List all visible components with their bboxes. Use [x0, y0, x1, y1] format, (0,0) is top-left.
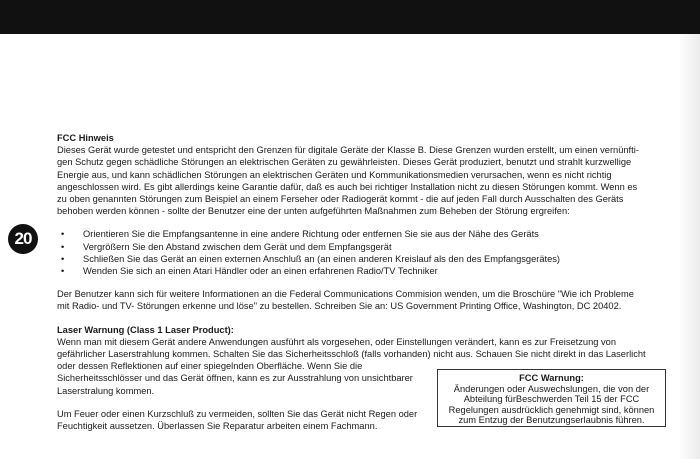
fcc-notice-paragraph — [57, 144, 669, 217]
text-line: Der Benutzer kann sich für weitere Informationen an die Federal Communications Commision wenden, um die Broschüre "Wie ich Probleme — [57, 289, 634, 300]
text-line: angeschlossen wird. Es gibt allerdings keine Garantie dafür, daß es auch bei richtiger Installation nicht zu diesen Störungen kommt. Wenn es — [57, 181, 638, 192]
fcc-warning-title: FCC Warnung: — [519, 373, 584, 383]
text-line: gen Schutz gegen schädliche Störungen an elektrischen Geräten zu gewährleisten. Dieses Gerät produziert, benutzt und strahlt kurzwellige — [57, 157, 632, 168]
text-line: Um Feuer oder einen Kurzschluß zu vermeiden, sollten Sie das Gerät nicht Regen oder — [57, 408, 418, 419]
text-line: Wenn man mit diesem Gerät andere Anwendungen ausführt als vorgesehen, oder Einstellungen verändert, kann es zur Freisetzung von — [57, 336, 617, 347]
text-line: gefährlicher Laserstrahlung kommen. Schalten Sie das Sicherheitsschloß (falls vorhanden) nicht aus. Schauen Sie nicht direkt in das Laserlicht — [57, 349, 646, 360]
list-item: • Orientieren Sie die Empfangsantenne in eine andere Richtung oder entfernen Sie sie aus der Nähe des Geräts — [61, 229, 539, 240]
list-item: • Wenden Sie sich an einen Atari Händler oder an einen erfahrenen Radio/TV Techniker — [61, 266, 438, 277]
page-edge-shadow — [678, 34, 700, 459]
bullet-icon: • — [61, 266, 65, 277]
laser-warning-heading: Laser Warnung (Class 1 Laser Product): — [57, 324, 234, 335]
text-line: Abteilung fürBeschwerden Teil 15 der FCC — [463, 394, 640, 405]
text-line: zu oben genannten Störungen zum Beispiel an einem Ferseher oder Radiogerät kommt - die auf jeden Fall durch Ausschalten des Geräts — [57, 194, 624, 205]
page-number-badge: 20 — [8, 224, 38, 254]
text-line: mit Radio- und TV- Störungen erkenne und löse" zu bestellen. Schreiben Sie an: US Government Printing Office, Washington, DC 20402. — [57, 301, 622, 312]
text-line: Energie aus, und kann schädlichen Störungen an elektrischen Geräten und Kommunikationsmedien verursachen, wenn es nicht richtig — [57, 169, 612, 180]
bullet-icon: • — [61, 241, 65, 252]
fcc-warning-box — [437, 369, 666, 427]
fcc-notice-heading: FCC Hinweis — [57, 133, 114, 143]
text-line: Regelungen ausdrücklich genehmigt sind, können — [448, 404, 655, 415]
list-item: • Schließen Sie das Gerät an einen externen Anschluß an (an einen anderen Kreislauf als den des Empfangsgerätes) — [61, 253, 561, 264]
list-item: • Vergrößern Sie den Abstand zwischen dem Gerät und dem Empfangsgerät — [61, 241, 392, 252]
text-line: behoben werden können - sollte der Benutzer eine der unten aufgeführten Maßnahmen zum Beheben der Störung ergreifen: — [57, 206, 570, 217]
fire-warning-paragraph — [57, 408, 432, 432]
text-line: Dieses Gerät wurde getestet und entspricht den Grenzen für digitale Geräte der Klasse B. Diese Grenzen wurden erstellt, um einen vernünfti- — [57, 145, 639, 156]
text-line: Feuchtigkeit aussetzen. Überlassen Sie Reparatur arbeiten einem Fachmann. — [57, 421, 378, 432]
remedy-list — [57, 228, 669, 277]
text-line: zum Entzug der Benutzungserlaubnis führen. — [458, 415, 645, 426]
bullet-icon: • — [61, 253, 65, 264]
text-line: Änderungen oder Auswechslungen, die von der — [453, 383, 650, 394]
bullet-icon: • — [61, 229, 65, 240]
text-line: oder dessen Reflektionen auf einer spiegelnden Oberfläche. Wenn Sie die — [57, 361, 363, 372]
fcc-info-paragraph — [57, 288, 669, 312]
top-black-band — [0, 0, 700, 34]
text-line: Laserstralung kommen. — [57, 385, 155, 396]
text-line: Sicherheitsschlösser und das Gerät öffnen, kann es zur Ausstrahlung von unsichtbarer — [57, 373, 413, 384]
